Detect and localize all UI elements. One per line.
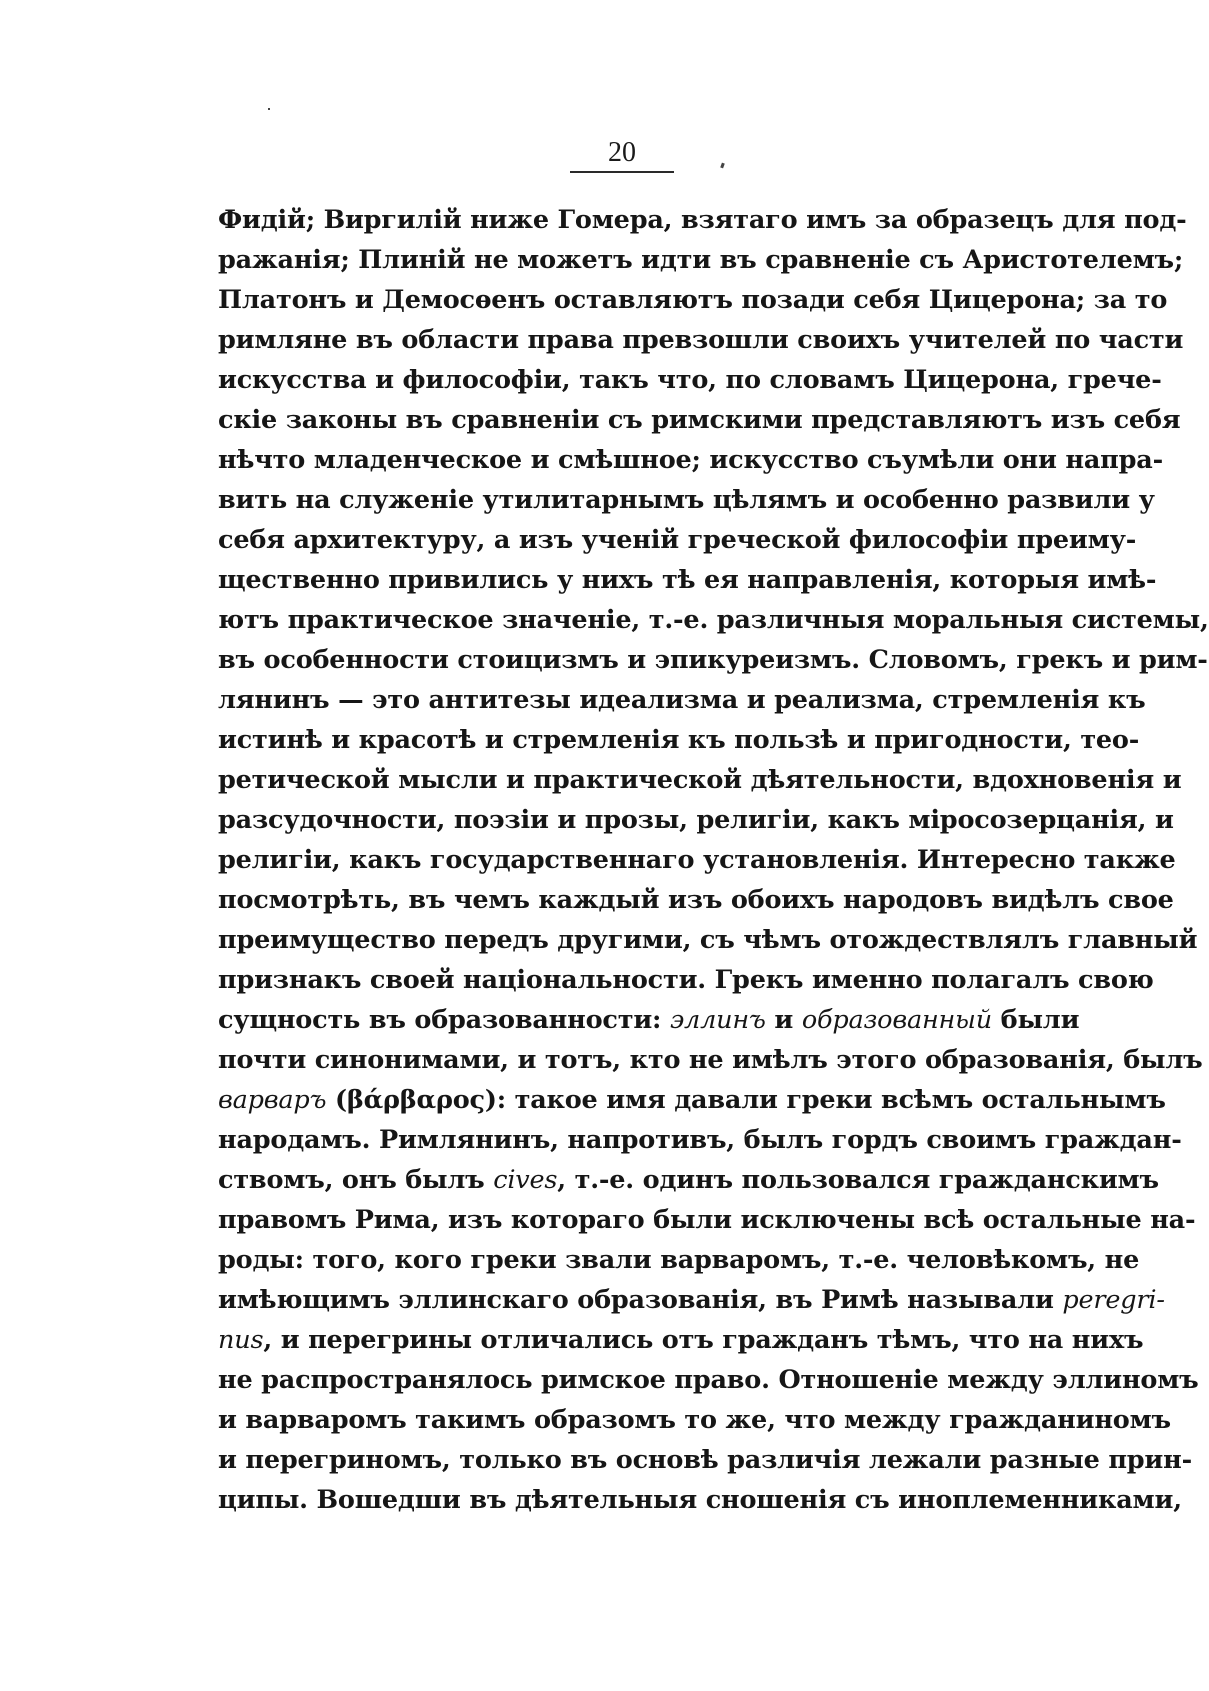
text-run: имѣющимъ эллинскаго образованія, въ Римѣ называли (218, 1285, 1063, 1315)
text-line (218, 1480, 1182, 1520)
italic-term: образованный (801, 1005, 992, 1035)
text-run: правомъ Рима, изъ котораго были исключены всѣ остальные на- (218, 1205, 1196, 1235)
text-run: ражанія; Плиній не можетъ идти въ сравненіе съ Аристотелемъ; (218, 245, 1184, 275)
text-line (218, 1200, 1196, 1240)
text-line (218, 280, 1168, 320)
text-line (218, 400, 1181, 440)
page-header (570, 138, 674, 174)
page-number-rule (570, 171, 674, 173)
text-line (218, 480, 1155, 520)
text-run: себя архитектуру, а изъ ученій греческой философіи преиму- (218, 525, 1137, 555)
text-line (218, 320, 1184, 360)
text-line (218, 440, 1163, 480)
text-line (218, 240, 1184, 280)
text-run: щественно привились у нихъ тѣ ея направленія, которыя имѣ- (218, 565, 1157, 595)
text-line (218, 800, 1174, 840)
text-line (218, 200, 1187, 240)
text-run: скіе законы въ сравненіи съ римскими представляютъ изъ себя (218, 405, 1181, 435)
text-line (218, 600, 1209, 640)
text-run: , и перегрины отличались отъ гражданъ тѣмъ, что на нихъ (263, 1325, 1144, 1355)
text-line (218, 920, 1198, 960)
text-run: сущность въ образованности: (218, 1005, 670, 1035)
text-run: римляне въ области права превзошли своихъ учителей по части (218, 325, 1184, 355)
text-run: Фидій; Виргилій ниже Гомера, взятаго имъ за образецъ для под- (218, 205, 1187, 235)
text-line (218, 360, 1162, 400)
text-line (218, 840, 1176, 880)
text-line (218, 1160, 1159, 1200)
text-run: истинѣ и красотѣ и стремленія къ пользѣ и пригодности, тео- (218, 725, 1140, 755)
text-line (218, 960, 1154, 1000)
italic-term: эллинъ (669, 1005, 766, 1035)
text-line (218, 560, 1157, 600)
text-run: роды: того, кого греки звали варваромъ, т.-е. человѣкомъ, не (218, 1245, 1140, 1275)
text-line (218, 1280, 1165, 1320)
italic-term: nus (218, 1325, 264, 1355)
text-run: и варваромъ такимъ образомъ то же, что между гражданиномъ (218, 1405, 1171, 1435)
text-line (218, 1240, 1140, 1280)
text-run: народамъ. Римлянинъ, напротивъ, былъ гордъ своимъ граждан- (218, 1125, 1182, 1155)
text-line (218, 1440, 1192, 1480)
text-line (218, 720, 1140, 760)
text-line (218, 1000, 1080, 1040)
text-run: нѣчто младенческое и смѣшное; искусство съумѣли они напра- (218, 445, 1163, 475)
text-run: религіи, какъ государственнаго установленія. Интересно также (218, 845, 1176, 875)
text-run: разсудочности, поэзіи и прозы, религіи, какъ міросозерцанія, и (218, 805, 1174, 835)
text-run: почти синонимами, и тотъ, кто не имѣлъ этого образованія, былъ (218, 1045, 1203, 1075)
text-run: , т.-е. одинъ пользовался гражданскимъ (557, 1165, 1159, 1195)
text-run: ствомъ, онъ былъ (218, 1165, 494, 1195)
text-line (218, 1360, 1199, 1400)
text-run: вить на служеніе утилитарнымъ цѣлямъ и особенно развили у (218, 485, 1155, 515)
print-speck (268, 108, 270, 110)
text-run: ципы. Вошедши въ дѣятельныя сношенія съ иноплеменниками, (218, 1485, 1182, 1515)
text-line (218, 1320, 1144, 1360)
text-run: Платонъ и Демосѳенъ оставляютъ позади себя Цицерона; за то (218, 285, 1168, 315)
text-line (218, 1040, 1203, 1080)
italic-term: варваръ (218, 1085, 327, 1115)
text-run: искусства и философіи, такъ что, по словамъ Цицерона, грече- (218, 365, 1162, 395)
text-run: въ особенности стоицизмъ и эпикуреизмъ. Словомъ, грекъ и рим- (218, 645, 1208, 675)
text-line (218, 880, 1174, 920)
text-line (218, 1120, 1182, 1160)
text-run: ютъ практическое значеніе, т.-е. различныя моральныя системы, (218, 605, 1209, 635)
italic-term: cives (493, 1165, 558, 1195)
text-run: и перегриномъ, только въ основѣ различія лежали разные прин- (218, 1445, 1192, 1475)
text-run: и (765, 1005, 802, 1035)
text-run: лянинъ — это антитезы идеализма и реализма, стремленія къ (218, 685, 1146, 715)
text-run: были (991, 1005, 1080, 1035)
text-line (218, 1080, 1166, 1120)
body-text (218, 200, 1209, 1520)
text-line (218, 1400, 1171, 1440)
italic-term: peregri- (1062, 1285, 1165, 1315)
text-run: посмотрѣть, въ чемъ каждый изъ обоихъ народовъ видѣлъ свое (218, 885, 1174, 915)
print-speck (720, 163, 725, 169)
text-run: преимущество передъ другими, съ чѣмъ отождествлялъ главный (218, 925, 1198, 955)
text-run: не распространялось римское право. Отношеніе между эллиномъ (218, 1365, 1199, 1395)
page-number: 20 (608, 137, 636, 168)
text-line (218, 520, 1137, 560)
text-run: ретической мысли и практической дѣятельности, вдохновенія и (218, 765, 1182, 795)
text-run: (βάρβαρος): такое имя давали греки всѣмъ остальнымъ (326, 1085, 1166, 1115)
text-line (218, 760, 1182, 800)
text-line (218, 640, 1208, 680)
text-run: признакъ своей національности. Грекъ именно полагалъ свою (218, 965, 1154, 995)
text-line (218, 680, 1146, 720)
